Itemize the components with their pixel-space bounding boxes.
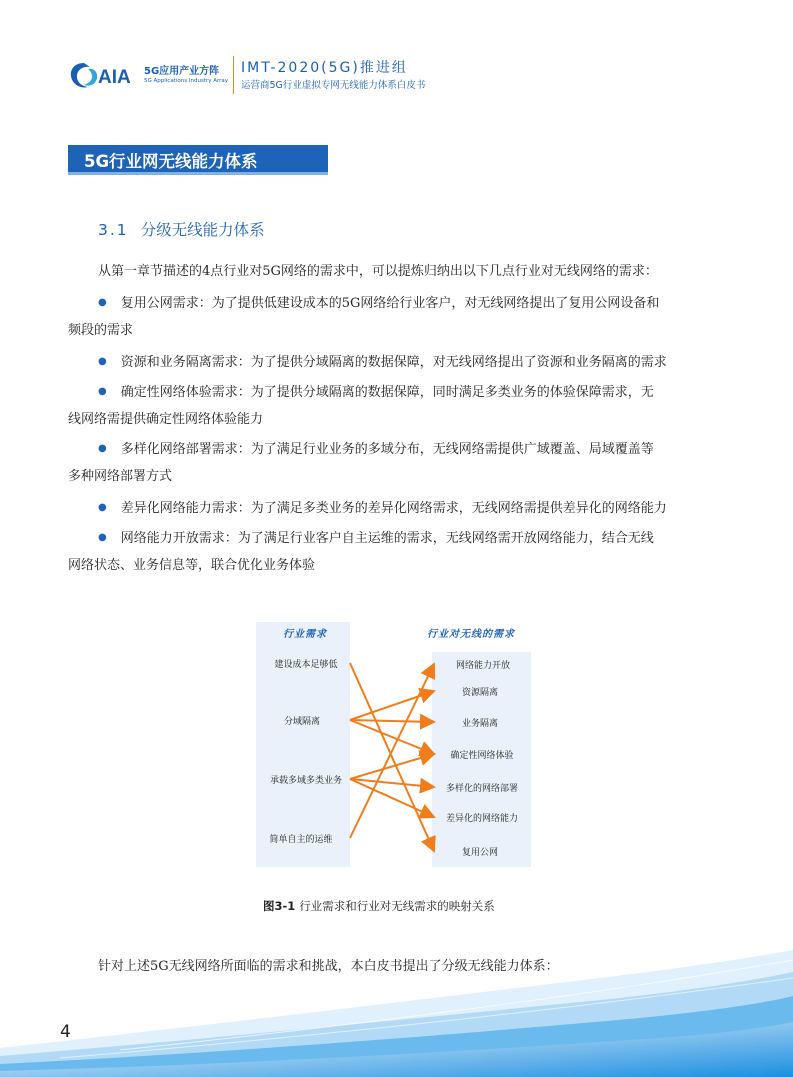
bullet-item xyxy=(68,526,654,579)
bullet-line: 网络状态、业务信息等，联合优化业务体验 xyxy=(68,558,316,573)
decorative-wave xyxy=(0,930,793,1077)
section-heading xyxy=(98,218,265,240)
left-item: 承载多域多类业务 xyxy=(269,776,343,786)
right-item: 业务隔离 xyxy=(461,719,499,729)
left-item: 分域隔离 xyxy=(283,717,321,727)
left-item: 建设成本足够低 xyxy=(274,660,338,670)
bullet-dot-icon: ● xyxy=(98,297,107,308)
bullet-line: 多种网络部署方式 xyxy=(68,469,173,484)
page-number: 4 xyxy=(60,1022,71,1042)
chapter-title: 5G行业网无线能力体系 xyxy=(84,152,258,171)
bullet-line: 差异化网络能力需求：为了满足多类业务的差异化网络需求，无线网络需提供差异化的网络能力 xyxy=(120,501,667,516)
figure-caption xyxy=(263,898,495,914)
section-title: 分级无线能力体系 xyxy=(140,221,265,239)
section-number: 3.1 xyxy=(98,221,129,239)
header-title: IMT-2020(5G)推进组 xyxy=(241,60,408,76)
chapter-banner xyxy=(68,145,328,172)
closing-paragraph: 针对上述5G无线网络所面临的需求和挑战，本白皮书提出了分级无线能力体系： xyxy=(98,959,559,974)
figure-caption-text: 行业需求和行业对无线需求的映射关系 xyxy=(299,899,495,913)
right-item: 网络能力开放 xyxy=(455,661,511,671)
bullet-item xyxy=(68,496,667,523)
aia-logo xyxy=(68,58,228,94)
header-divider xyxy=(233,56,234,94)
bullet-line: 确定性网络体验需求：为了提供分域隔离的数据保障，同时满足多类业务的体验保障需求，无 xyxy=(120,385,654,400)
bullet-dot-icon: ● xyxy=(98,443,107,454)
bullet-item xyxy=(68,291,659,344)
right-item: 多样化的网络部署 xyxy=(445,784,519,794)
logo-title: 5G应用产业方阵 xyxy=(144,66,220,77)
bullet-dot-icon: ● xyxy=(98,532,107,543)
bullet-line: 网络能力开放需求：为了满足行业客户自主运维的需求，无线网络需开放网络能力，结合无线 xyxy=(120,531,654,546)
right-header: 行业对无线的需求 xyxy=(427,629,515,640)
bullet-item xyxy=(68,380,654,433)
bullet-dot-icon: ● xyxy=(98,356,107,367)
mapping-arrow xyxy=(350,691,434,720)
mapping-figure xyxy=(256,622,550,867)
bullet-line: 线网络需提供确定性网络体验能力 xyxy=(68,412,264,427)
right-item: 差异化的网络能力 xyxy=(445,814,519,824)
logo-subtitle: 5G Applications Industry Array xyxy=(144,78,229,84)
figure-number: 图3-1 xyxy=(263,899,296,913)
bullet-line: 复用公网需求：为了提供低建设成本的5G网络给行业客户，对无线网络提出了复用公网设备和 xyxy=(120,296,660,311)
bullet-item xyxy=(68,350,667,377)
header-subtitle: 运营商5G行业虚拟专网无线能力体系白皮书 xyxy=(241,80,426,91)
mapping-arrow xyxy=(350,720,434,722)
bullet-dot-icon: ● xyxy=(98,502,107,513)
intro-paragraph: 从第一章节描述的4点行业对5G网络的需求中，可以提炼归纳出以下几点行业对无线网络的需求： xyxy=(98,264,658,279)
logo-brand: AIA xyxy=(98,67,131,88)
bullet-line: 频段的需求 xyxy=(68,323,134,338)
bullet-line: 资源和业务隔离需求：为了提供分域隔离的数据保障，对无线网络提出了资源和业务隔离的需求 xyxy=(120,355,667,370)
bullet-line: 多样化网络部署需求：为了满足行业业务的多域分布，无线网络需提供广域覆盖、局域覆盖等 xyxy=(120,442,654,457)
left-item: 简单自主的运维 xyxy=(269,835,333,845)
logo-mark xyxy=(68,58,148,92)
right-item: 资源隔离 xyxy=(461,688,499,698)
mapping-arrow xyxy=(350,779,434,787)
right-item: 复用公网 xyxy=(461,848,499,858)
bullet-item xyxy=(68,437,654,490)
left-header: 行业需求 xyxy=(283,629,327,640)
bullet-dot-icon: ● xyxy=(98,386,107,397)
right-item: 确定性网络体验 xyxy=(450,751,514,761)
